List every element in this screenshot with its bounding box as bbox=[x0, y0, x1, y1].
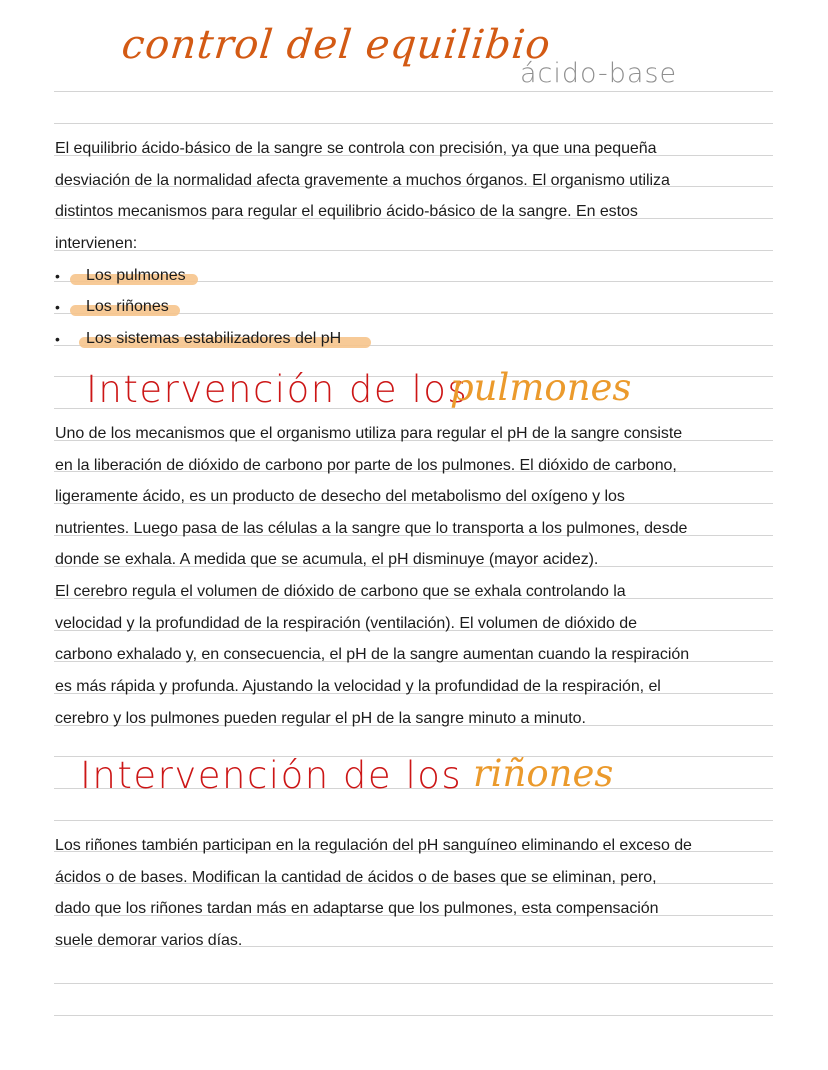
intro-line: El equilibrio ácido-básico de la sangre se controla con precisión, ya que una pequeña bbox=[55, 140, 657, 157]
section-heading-rinones-accent: riñones bbox=[473, 752, 614, 795]
ruled-line bbox=[54, 91, 773, 92]
ruled-line bbox=[54, 123, 773, 124]
intro-line: intervienen: bbox=[55, 235, 138, 252]
rinones-line: dado que los riñones tardan más en adaptarse que los pulmones, esta compensación bbox=[55, 900, 659, 917]
page-title-script: control del equilibio bbox=[119, 22, 554, 68]
rinones-line: ácidos o de bases. Modifican la cantidad de ácidos o de bases que se eliminan, pero, bbox=[55, 869, 657, 886]
pulmones-line: donde se exhala. A medida que se acumula, el pH disminuye (mayor acidez). bbox=[55, 551, 599, 568]
pulmones-line: carbono exhalado y, en consecuencia, el pH de la sangre aumentan cuando la respiración bbox=[55, 646, 690, 663]
pulmones-line: Uno de los mecanismos que el organismo utiliza para regular el pH de la sangre consiste bbox=[55, 425, 683, 442]
bullet-item-rinones: Los riñones bbox=[86, 298, 169, 315]
pulmones-line: nutrientes. Luego pasa de las células a la sangre que lo transporta a los pulmones, desde bbox=[55, 520, 688, 537]
pulmones-line: cerebro y los pulmones pueden regular el pH de la sangre minuto a minuto. bbox=[55, 710, 586, 727]
section-heading-pulmones-accent: pulmones bbox=[450, 366, 632, 409]
ruled-line bbox=[54, 1015, 773, 1016]
pulmones-line: velocidad y la profundidad de la respiración (ventilación). El volumen de dióxido de bbox=[55, 615, 637, 632]
intro-line: distintos mecanismos para regular el equilibrio ácido-básico de la sangre. En estos bbox=[55, 203, 638, 220]
pulmones-line: en la liberación de dióxido de carbono por parte de los pulmones. El dióxido de carbono, bbox=[55, 457, 677, 474]
ruled-line bbox=[54, 250, 773, 251]
ruled-line bbox=[54, 820, 773, 821]
bullet-marker: • bbox=[55, 268, 60, 284]
intro-line: desviación de la normalidad afecta gravemente a muchos órganos. El organismo utiliza bbox=[55, 172, 670, 189]
bullet-marker: • bbox=[55, 331, 60, 347]
rinones-line: suele demorar varios días. bbox=[55, 932, 243, 949]
pulmones-line: El cerebro regula el volumen de dióxido de carbono que se exhala controlando la bbox=[55, 583, 626, 600]
section-heading-rinones: Intervención de los bbox=[80, 754, 463, 797]
section-heading-pulmones: Intervención de los bbox=[86, 368, 469, 411]
pulmones-line: ligeramente ácido, es un producto de desecho del metabolismo del oxígeno y los bbox=[55, 488, 625, 505]
ruled-line bbox=[54, 983, 773, 984]
bullet-marker: • bbox=[55, 299, 60, 315]
rinones-line: Los riñones también participan en la regulación del pH sanguíneo eliminando el exceso de bbox=[55, 837, 692, 854]
bullet-item-pulmones: Los pulmones bbox=[86, 267, 186, 284]
bullet-item-sistemas: Los sistemas estabilizadores del pH bbox=[86, 330, 342, 347]
pulmones-line: es más rápida y profunda. Ajustando la velocidad y la profundidad de la respiración, el bbox=[55, 678, 661, 695]
page-title-subtitle: ácido-base bbox=[520, 58, 678, 89]
